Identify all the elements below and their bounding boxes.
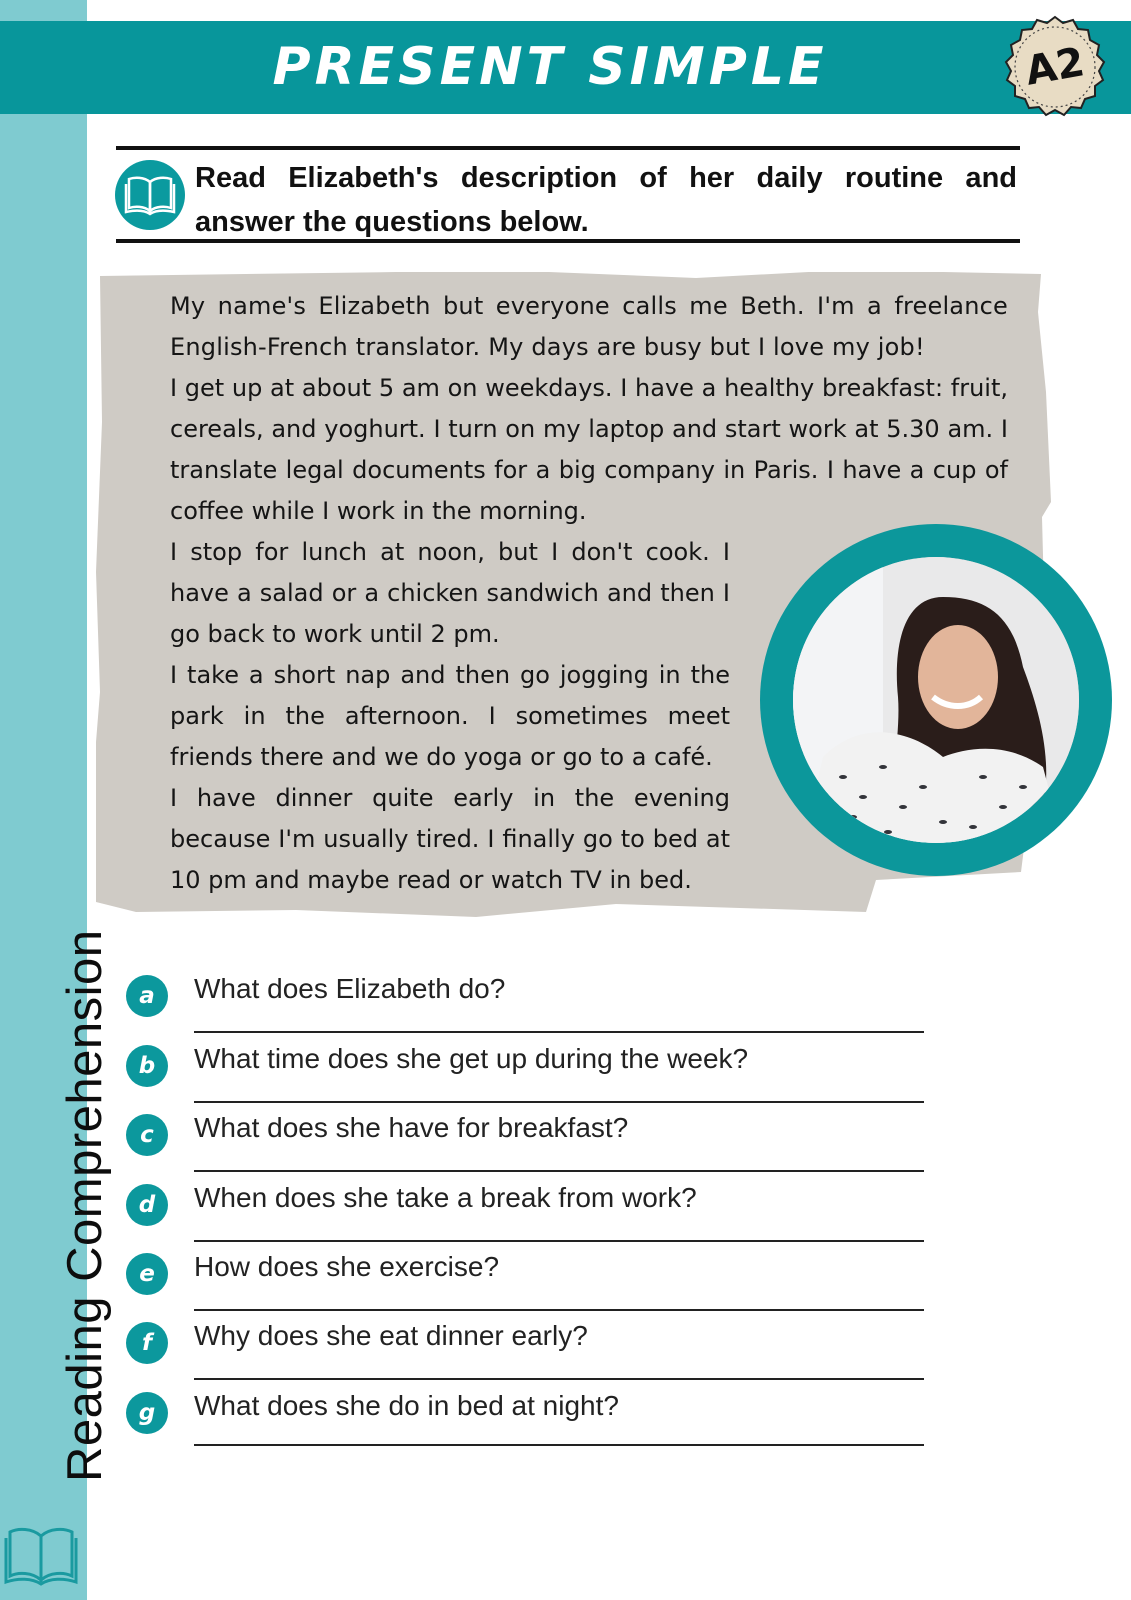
question-text: When does she take a break from work? [194, 1182, 697, 1213]
sidebar-label: Reading Comprehension [58, 929, 112, 1482]
answer-line[interactable] [194, 1444, 924, 1446]
answer-line[interactable] [194, 1170, 924, 1172]
instruction-icon-circle [115, 160, 185, 230]
instruction-text: Read Elizabeth's description of her daily routine and answer the questions below. [195, 162, 1017, 238]
question-letter-badge: f [126, 1322, 168, 1364]
answer-line[interactable] [194, 1240, 924, 1242]
woman-portrait-image [793, 557, 1079, 843]
question-item [126, 1322, 926, 1392]
question-text: What does she have for breakfast? [194, 1112, 629, 1143]
open-book-icon [4, 1522, 78, 1588]
passage-paragraph: My name's Elizabeth but everyone calls me Beth. I'm a freelance English-French translator. My days are busy but I love my job! [170, 292, 1008, 361]
answer-line[interactable] [194, 1031, 924, 1033]
answer-line[interactable] [194, 1101, 924, 1103]
answer-line[interactable] [194, 1309, 924, 1311]
question-letter-badge: a [126, 975, 168, 1017]
profile-photo [793, 557, 1079, 843]
question-letter-badge: d [126, 1184, 168, 1226]
question-item [126, 1114, 926, 1184]
page-title: PRESENT SIMPLE [272, 37, 828, 97]
passage-paragraph: I stop for lunch at noon, but I don't cook. I have a salad or a chicken sandwich and then I go back to work until 2 pm. [170, 538, 730, 648]
question-letter-badge: c [126, 1114, 168, 1156]
question-item [126, 1045, 926, 1115]
question-text: What does Elizabeth do? [194, 973, 506, 1004]
question-letter-badge: b [126, 1045, 168, 1087]
passage-paragraph: I have dinner quite early in the evening because I'm usually tired. I finally go to bed at 10 pm and maybe read or watch TV in bed. [170, 784, 730, 894]
question-item [126, 1392, 926, 1462]
level-badge: A2 [1022, 39, 1088, 95]
question-item [126, 1253, 926, 1323]
open-book-icon [115, 160, 185, 230]
passage-paragraph: I get up at about 5 am on weekdays. I have a healthy breakfast: fruit, cereals, and yoghurt. I turn on my laptop and start work at 5.30 am. I translate legal documents for a big company in Paris. I have a cup of coffee while I work in the morning. [170, 374, 1008, 525]
answer-line[interactable] [194, 1378, 924, 1380]
question-item [126, 1184, 926, 1254]
question-text: How does she exercise? [194, 1251, 500, 1282]
question-item [126, 975, 926, 1045]
passage-paragraph: I take a short nap and then go jogging in the park in the afternoon. I sometimes meet friends there and we do yoga or go to a café. [170, 661, 730, 771]
question-letter-badge: e [126, 1253, 168, 1295]
question-text: What does she do in bed at night? [194, 1390, 619, 1421]
divider-top [116, 146, 1020, 150]
divider-bottom [116, 239, 1020, 243]
question-text: Why does she eat dinner early? [194, 1320, 588, 1351]
question-letter-badge: g [126, 1392, 168, 1434]
question-text: What time does she get up during the week? [194, 1043, 749, 1074]
